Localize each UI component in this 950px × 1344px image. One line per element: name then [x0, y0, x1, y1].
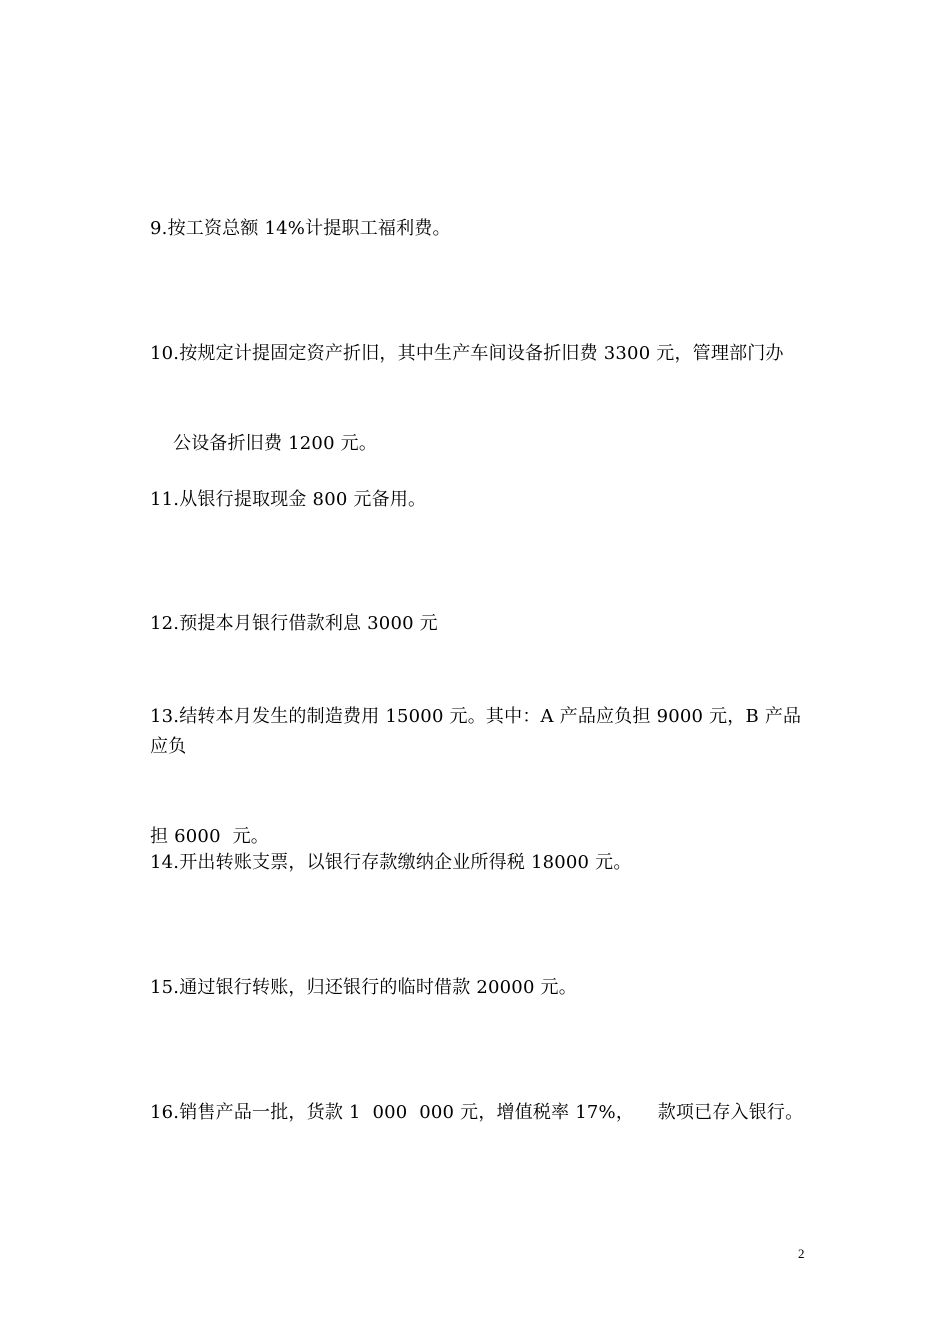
item-16 [150, 1038, 810, 1188]
item-10-text-line-2: 公设备折旧费 1200 元。 [173, 433, 378, 454]
item-13-text-line-2: 担 6000 元。 [150, 826, 269, 847]
item-14-text: 14.开出转账支票，以银行存款缴纳企业所得税 18000 元。 [150, 852, 632, 873]
item-15-text: 15.通过银行转账，归还银行的临时借款 20000 元。 [150, 977, 577, 998]
item-16-text: 16.销售产品一批，货款 1 000 000 元，增值税率 17%， 款项已存入银行。 [150, 1102, 804, 1123]
item-13-text-line-1: 13.结转本月发生的制造费用 15000 元。其中：A 产品应负担 9000 元，B 产品应负 [150, 706, 802, 757]
page-number: 2 [798, 1246, 805, 1261]
item-10-text-line-1: 10.按规定计提固定资产折旧，其中生产车间设备折旧费 3300 元，管理部门办 [150, 343, 784, 364]
item-12-text: 12.预提本月银行借款利息 3000 元 [150, 613, 438, 634]
item-11-text: 11.从银行提取现金 800 元备用。 [150, 489, 427, 510]
item-9-text: 9.按工资总额 14%计提职工福利费。 [150, 218, 451, 239]
